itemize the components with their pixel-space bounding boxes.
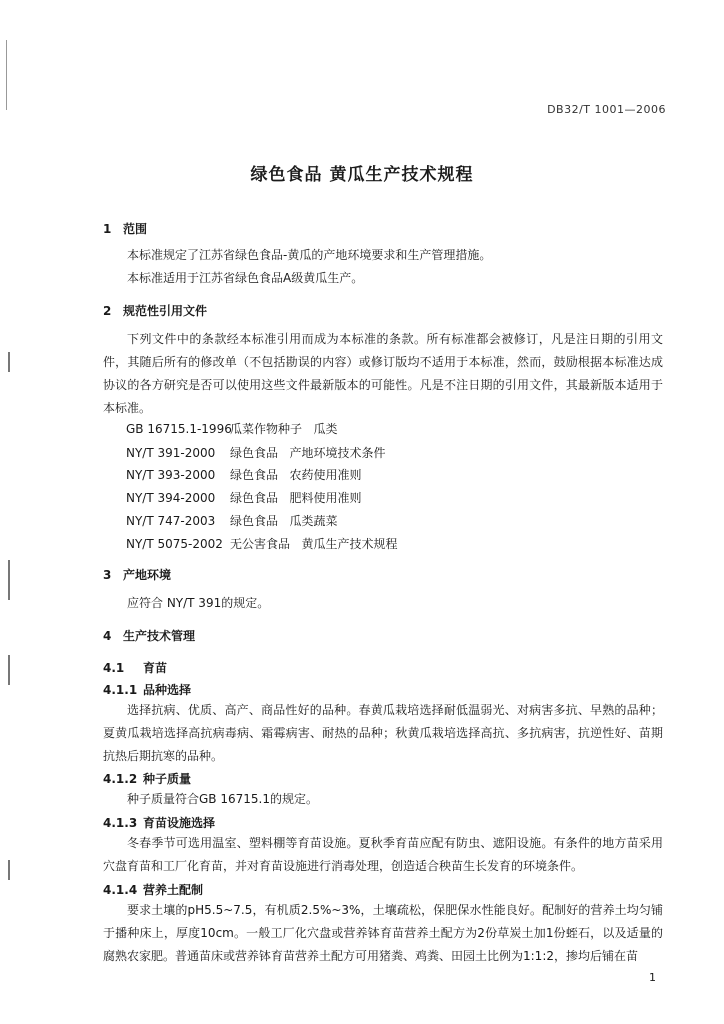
reference-name: 绿色食品 瓜类蔬菜 xyxy=(230,514,338,528)
paragraph: 冬春季节可选用温室、塑料棚等育苗设施。夏秋季育苗应配有防虫、遮阳设施。有条件的地方苗采用穴盘育苗和工厂化育苗，并对育苗设施进行消毒处理，创造适合秧苗生长发育的环境条件。 xyxy=(103,836,663,873)
subsection-heading xyxy=(103,881,203,898)
scan-edge-mark xyxy=(6,40,7,110)
reference-code: NY/T 747-2003 xyxy=(126,514,216,528)
section-title: 范围 xyxy=(123,222,148,236)
section-heading xyxy=(103,220,147,237)
paragraph: 本标准规定了江苏省绿色食品-黄瓜的产地环境要求和生产管理措施。 xyxy=(127,248,492,262)
subsection-heading xyxy=(103,770,191,787)
subsection-heading xyxy=(103,659,167,676)
reference-code: NY/T 5075-2002 xyxy=(126,537,223,551)
reference-item xyxy=(126,444,385,461)
reference-name: 绿色食品 产地环境技术条件 xyxy=(230,446,386,460)
reference-code: NY/T 394-2000 xyxy=(126,491,216,505)
subsection-number: 4.1.4 xyxy=(103,883,138,897)
section-number: 3 xyxy=(103,568,112,582)
scan-edge-mark xyxy=(8,655,10,685)
paragraph: 种子质量符合GB 16715.1的规定。 xyxy=(127,792,318,806)
section-heading xyxy=(103,566,171,583)
reference-item xyxy=(126,466,361,483)
reference-item xyxy=(126,489,361,506)
reference-item xyxy=(126,512,337,529)
scan-edge-mark xyxy=(8,860,10,880)
scan-edge-mark xyxy=(8,352,10,372)
section-number: 1 xyxy=(103,222,112,236)
reference-name: 瓜菜作物种子 瓜类 xyxy=(230,422,338,436)
subsection-title: 营养土配制 xyxy=(143,883,204,897)
section-title: 产地环境 xyxy=(123,568,172,582)
section-number: 2 xyxy=(103,304,112,318)
reference-code: NY/T 393-2000 xyxy=(126,468,216,482)
subsection-title: 种子质量 xyxy=(143,772,192,786)
reference-code: GB 16715.1-1996 xyxy=(126,422,232,436)
reference-item xyxy=(126,420,337,437)
reference-item xyxy=(126,535,397,552)
page-number: 1 xyxy=(649,971,656,984)
subsection-title: 品种选择 xyxy=(143,683,192,697)
subsection-number: 4.1.3 xyxy=(103,816,138,830)
scan-edge-mark xyxy=(8,560,10,600)
subsection-heading xyxy=(103,814,215,831)
reference-name: 无公害食品 黄瓜生产技术规程 xyxy=(230,537,398,551)
paragraph: 选择抗病、优质、高产、商品性好的品种。春黄瓜栽培选择耐低温弱光、对病害多抗、早熟的品种；夏黄瓜栽培选择高抗病毒病、霜霉病害、耐热的品种；秋黄瓜栽培选择高抗、多抗病害，抗逆性好、苗期抗热后期抗寒的品种。 xyxy=(103,703,663,763)
paragraph: 要求土壤的pH5.5~7.5，有机质2.5%~3%，土壤疏松，保肥保水性能良好。配制好的营养土均匀铺于播种床上，厚度10cm。一般工厂化穴盘或营养钵育苗营养土配方为2份草炭土加1份蛭石，以及适量的腐熟农家肥。普通苗床或营养钵育苗营养土配方可用猪粪、鸡粪、田园土比例为1:1:2，掺均后铺在苗 xyxy=(103,903,663,963)
reference-name: 绿色食品 肥料使用准则 xyxy=(230,491,362,505)
reference-name: 绿色食品 农药使用准则 xyxy=(230,468,362,482)
subsection-number: 4.1 xyxy=(103,661,125,675)
subsection-number: 4.1.1 xyxy=(103,683,138,697)
document-title: 绿色食品 黄瓜生产技术规程 xyxy=(250,165,474,185)
paragraph: 本标准适用于江苏省绿色食品A级黄瓜生产。 xyxy=(127,271,364,285)
section-number: 4 xyxy=(103,629,112,643)
standard-code: DB32/T 1001—2006 xyxy=(547,103,666,116)
section-heading xyxy=(103,302,207,319)
subsection-title: 育苗 xyxy=(143,661,168,675)
paragraph: 下列文件中的条款经本标准引用而成为本标准的条款。所有标准都会被修订，凡是注日期的引用文件，其随后所有的修改单（不包括勘误的内容）或修订版均不适用于本标准，然而，鼓励根据本标准达成协议的各方研究是否可以使用这些文件最新版本的可能性。凡是不注日期的引用文件，其最新版本适用于本标准。 xyxy=(103,332,663,415)
subsection-title: 育苗设施选择 xyxy=(143,816,216,830)
subsection-number: 4.1.2 xyxy=(103,772,138,786)
reference-code: NY/T 391-2000 xyxy=(126,446,216,460)
section-title: 生产技术管理 xyxy=(123,629,196,643)
subsection-heading xyxy=(103,681,191,698)
paragraph: 应符合 NY/T 391的规定。 xyxy=(127,596,270,610)
section-heading xyxy=(103,627,195,644)
section-title: 规范性引用文件 xyxy=(123,304,208,318)
